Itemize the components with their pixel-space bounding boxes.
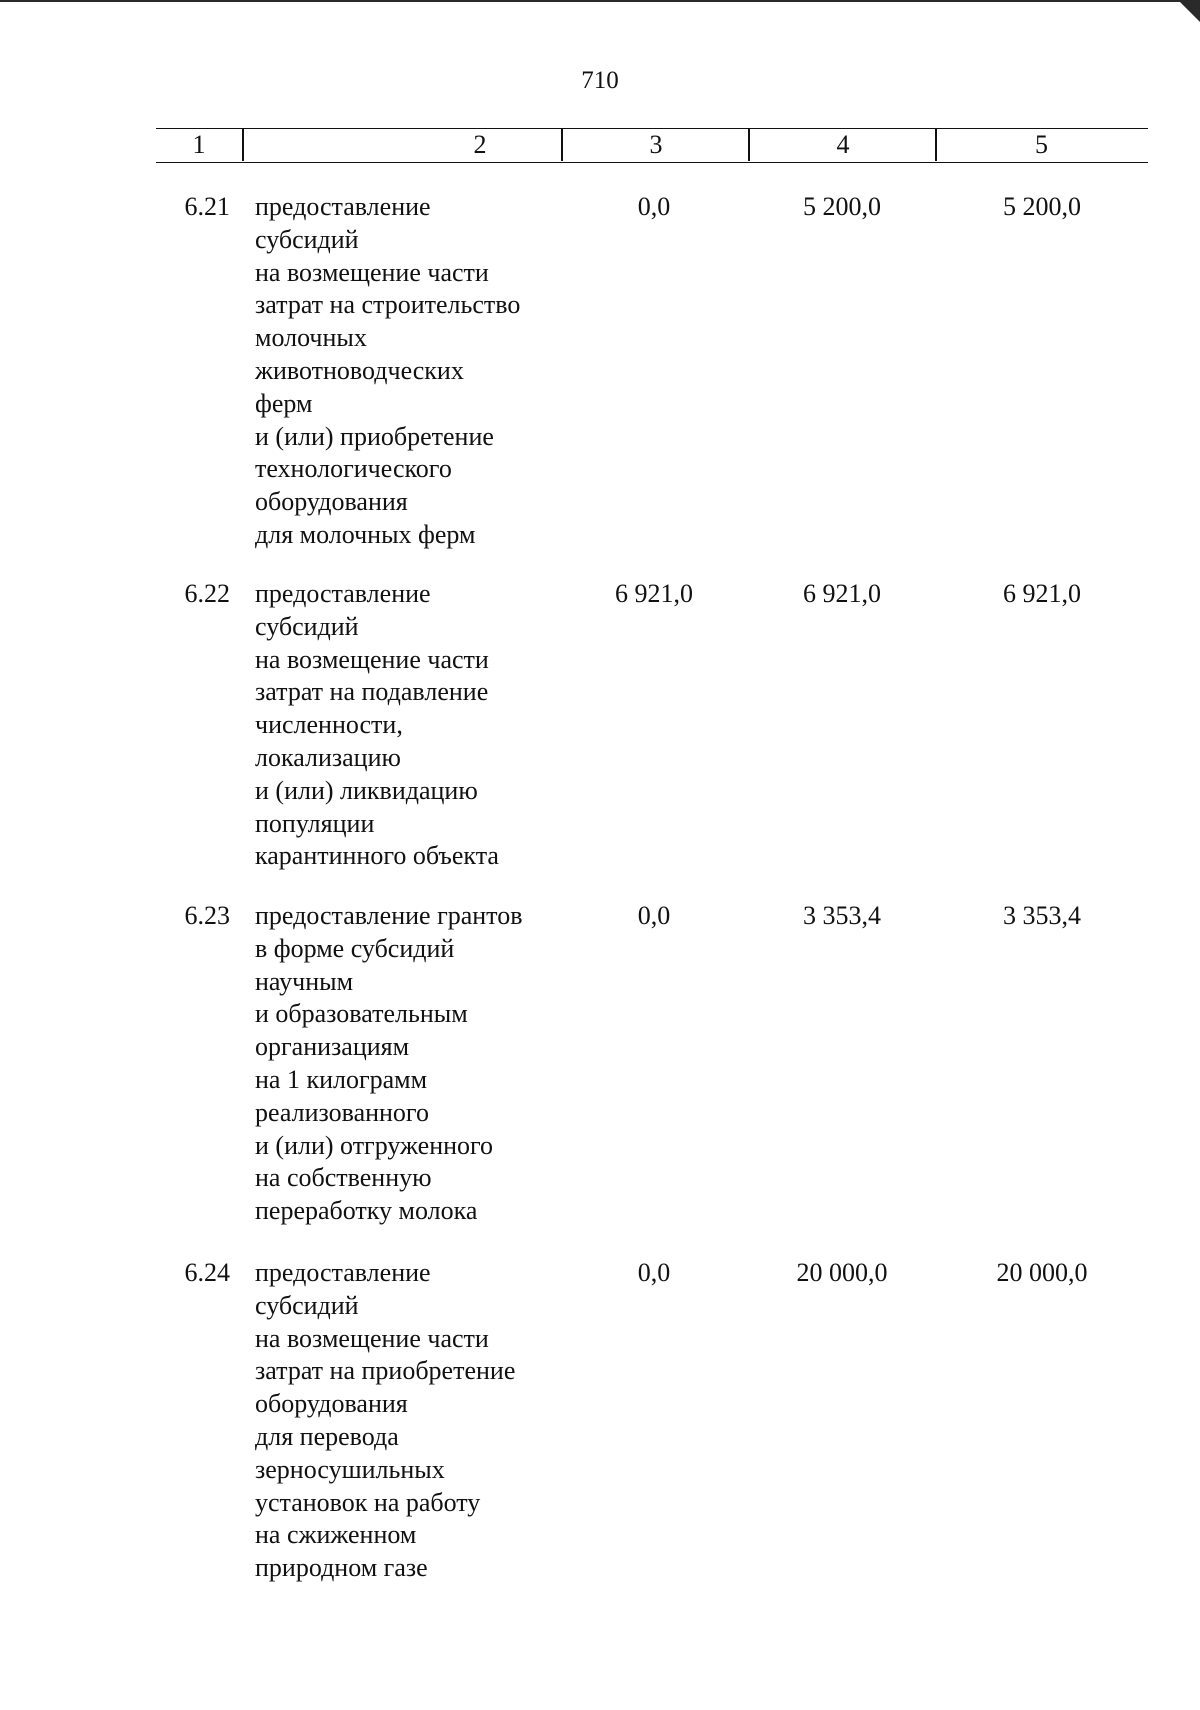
description-line: предоставление грантов bbox=[255, 901, 523, 930]
value-col-4: 20 000,0 bbox=[796, 1258, 888, 1287]
page-number: 710 bbox=[581, 67, 619, 94]
header-col-1: 1 bbox=[192, 130, 206, 159]
header-col-4: 4 bbox=[836, 130, 850, 159]
description-line: на сжиженном bbox=[255, 1520, 417, 1550]
description-line: на собственную bbox=[255, 1163, 432, 1193]
table-header bbox=[156, 128, 1148, 163]
description-line: на возмещение части bbox=[255, 1323, 489, 1353]
description-line: установок на работу bbox=[255, 1487, 481, 1517]
description-line: на возмещение части bbox=[255, 257, 489, 287]
description-line: для молочных ферм bbox=[255, 519, 476, 549]
header-col-3: 3 bbox=[649, 130, 663, 159]
description-line: карантинного объекта bbox=[255, 841, 499, 871]
description-line: молочных bbox=[255, 323, 367, 353]
description-line: субсидий bbox=[255, 611, 359, 641]
row-number: 6.23 bbox=[184, 901, 230, 930]
description-line: локализацию bbox=[255, 742, 401, 772]
description-line: реализованного bbox=[255, 1097, 429, 1127]
description-line: затрат на подавление bbox=[255, 677, 489, 707]
description-line: ферм bbox=[255, 388, 313, 418]
value-col-3: 0,0 bbox=[637, 192, 671, 221]
value-col-4: 5 200,0 bbox=[803, 192, 881, 221]
description-line: предоставление bbox=[255, 1258, 431, 1287]
description-line: субсидий bbox=[255, 1290, 359, 1320]
description-line: животноводческих bbox=[255, 355, 464, 385]
row-description bbox=[255, 900, 585, 1228]
description-line: и образовательным bbox=[255, 999, 468, 1029]
description-line: численности, bbox=[255, 710, 403, 740]
description-line: популяции bbox=[255, 808, 375, 838]
description-line: оборудования bbox=[255, 1389, 408, 1419]
row-description bbox=[255, 578, 585, 873]
description-line: и (или) отгруженного bbox=[255, 1130, 494, 1160]
description-line: зерносушильных bbox=[255, 1454, 445, 1484]
description-line: субсидий bbox=[255, 224, 359, 254]
row-number: 6.24 bbox=[184, 1258, 230, 1287]
row-number: 6.22 bbox=[184, 579, 230, 608]
description-line: организациям bbox=[255, 1032, 410, 1062]
description-line: природном газе bbox=[255, 1553, 428, 1583]
description-line: и (или) ликвидацию bbox=[255, 775, 478, 805]
header-col-5: 5 bbox=[1035, 130, 1048, 159]
row-description bbox=[255, 1257, 585, 1585]
value-col-5: 6 921,0 bbox=[1003, 579, 1081, 608]
description-line: и (или) приобретение bbox=[255, 421, 494, 451]
value-col-4: 6 921,0 bbox=[803, 579, 881, 608]
description-line: научным bbox=[255, 966, 354, 996]
row-description bbox=[255, 191, 585, 552]
scan-edge bbox=[0, 0, 1200, 2]
description-line: предоставление bbox=[255, 192, 431, 221]
scan-corner bbox=[1178, 0, 1200, 22]
description-line: предоставление bbox=[255, 579, 431, 608]
value-col-5: 5 200,0 bbox=[1003, 192, 1081, 221]
description-line: на возмещение части bbox=[255, 644, 489, 674]
row-number: 6.21 bbox=[184, 192, 230, 221]
description-line: затрат на приобретение bbox=[255, 1356, 516, 1386]
value-col-4: 3 353,4 bbox=[803, 901, 881, 930]
value-col-5: 3 353,4 bbox=[1003, 901, 1081, 930]
description-line: затрат на строительство bbox=[255, 290, 521, 320]
value-col-3: 0,0 bbox=[637, 1258, 671, 1287]
description-line: для перевода bbox=[255, 1421, 399, 1451]
value-col-3: 6 921,0 bbox=[615, 579, 693, 608]
description-line: технологического bbox=[255, 454, 452, 484]
description-line: оборудования bbox=[255, 487, 408, 517]
value-col-3: 0,0 bbox=[637, 901, 671, 930]
description-line: переработку молока bbox=[255, 1196, 478, 1226]
value-col-5: 20 000,0 bbox=[996, 1258, 1088, 1287]
header-col-2: 2 bbox=[473, 130, 487, 159]
description-line: на 1 килограмм bbox=[255, 1064, 428, 1094]
description-line: в форме субсидий bbox=[255, 933, 455, 963]
